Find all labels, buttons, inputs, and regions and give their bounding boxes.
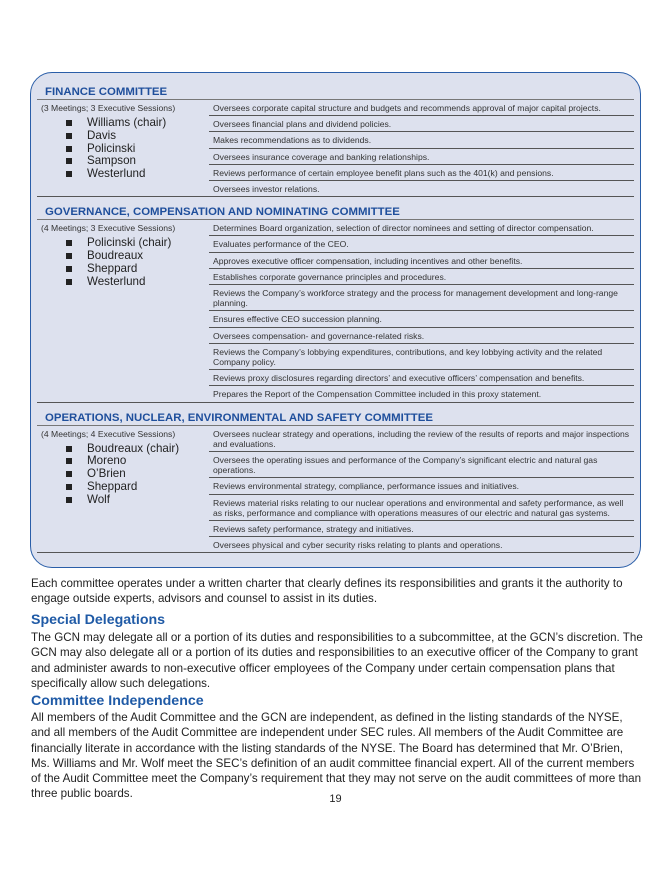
committee-body: [37, 220, 634, 402]
duties-list: [209, 426, 634, 553]
member-item: Boudreaux (chair): [66, 443, 209, 456]
committee-section: [37, 85, 634, 197]
member-list: [41, 237, 209, 288]
committee-body: [37, 100, 634, 197]
special-delegations-heading: Special Delegations: [31, 612, 166, 628]
duty-item: Oversees nuclear strategy and operations, including the review of the results of reports and major inspections and evaluations.: [209, 426, 634, 452]
charter-paragraph: Each committee operates under a written charter that clearly defines its responsibilities and grants it the authority to engage outside experts, advisors and counsel to assist in its duties.: [31, 577, 623, 606]
duties-list: [209, 100, 634, 196]
duty-item: Reviews the Company’s workforce strategy and the process for management development and long-range planning.: [209, 285, 634, 311]
committee-title: OPERATIONS, NUCLEAR, ENVIRONMENTAL AND SAFETY COMMITTEE: [37, 411, 634, 426]
member-list: [41, 117, 209, 181]
duty-item: Approves executive officer compensation, including incentives and other benefits.: [209, 253, 634, 269]
committee-title: GOVERNANCE, COMPENSATION AND NOMINATING COMMITTEE: [37, 205, 634, 220]
special-delegations-text: The GCN may delegate all or a portion of its duties and responsibilities to a subcommittee, at the GCN’s discretion. The GCN may also delegate all or a portion of its duties and responsibilities to an executive officer of the Company to grant and administer awards to non-executive officer employees of the Company under certain compensation plans that specifically allow such delegations.: [31, 631, 643, 690]
committees-panel: [30, 72, 641, 568]
duty-item: Reviews material risks relating to our nuclear operations and environmental and safety performance, as well as risks, performance and compliance with operations measures of our electric and natural gas systems.: [209, 495, 634, 521]
duty-item: Makes recommendations as to dividends.: [209, 132, 634, 148]
committee-section: [37, 205, 634, 402]
committee-info: [37, 220, 209, 401]
duty-item: Oversees financial plans and dividend policies.: [209, 116, 634, 132]
meetings-count: (3 Meetings; 3 Executive Sessions): [41, 103, 176, 113]
duty-item: Reviews environmental strategy, compliance, performance issues and initiatives.: [209, 478, 634, 494]
duty-item: Oversees compensation- and governance-related risks.: [209, 328, 634, 344]
page-number: 19: [329, 793, 342, 805]
committee-info: [37, 426, 209, 553]
duty-item: Ensures effective CEO succession planning.: [209, 311, 634, 327]
duty-item: Oversees insurance coverage and banking relationships.: [209, 149, 634, 165]
meetings-count: (4 Meetings; 3 Executive Sessions): [41, 223, 176, 234]
duty-item: Prepares the Report of the Compensation Committee included in this proxy statement.: [213, 389, 542, 400]
member-item: Wolf: [66, 494, 209, 507]
duty-item: Oversees corporate capital structure and budgets and recommends approval of major capital projects.: [209, 100, 634, 116]
member-item: Sheppard: [66, 481, 209, 494]
member-item: Policinski: [66, 143, 209, 156]
duty-item: Oversees the operating issues and performance of the Company’s significant electric and natural gas operations.: [209, 452, 634, 478]
member-item: Davis: [66, 130, 209, 143]
member-item: Boudreaux: [66, 250, 209, 263]
member-item: Westerlund: [66, 276, 209, 289]
duty-item: Establishes corporate governance principles and procedures.: [209, 269, 634, 285]
duty-item: Reviews performance of certain employee benefit plans such as the 401(k) and pensions.: [209, 165, 634, 181]
committee-info: [37, 100, 209, 196]
member-item: Moreno: [66, 455, 209, 468]
duty-item: Reviews proxy disclosures regarding directors’ and executive officers’ compensation and benefits.: [209, 370, 634, 386]
member-list: [41, 443, 209, 507]
duty-item: Evaluates performance of the CEO.: [209, 236, 634, 252]
committee-title: FINANCE COMMITTEE: [37, 85, 634, 100]
committee-body: [37, 426, 634, 554]
member-item: Sampson: [66, 155, 209, 168]
member-item: O’Brien: [66, 468, 209, 481]
duty-item: Oversees investor relations.: [213, 184, 320, 195]
member-item: Policinski (chair): [66, 237, 209, 250]
committee-independence-heading: Committee Independence: [31, 693, 204, 709]
meetings-count: (4 Meetings; 4 Executive Sessions): [41, 428, 176, 439]
duty-item: Reviews the Company’s lobbying expenditures, contributions, and key lobbying activity and the related Company policy.: [209, 344, 634, 370]
duty-item: Reviews safety performance, strategy and initiatives.: [209, 521, 634, 537]
member-item: Sheppard: [66, 263, 209, 276]
committee-section: [37, 411, 634, 554]
committee-independence-text: All members of the Audit Committee and the GCN are independent, as defined in the listing standards of the NYSE, and all members of the Audit Committee are independent under SEC rules. All members of the Audit Committee are financially literate in accordance with the listing standards of the NYSE. The Board has determined that Mr. O’Brien, Ms. Williams and Mr. Wolf meet the SEC’s definition of an audit committee financial expert. All of the current members of the Audit Committee meet the Company’s requirement that they may not serve on the audit committees of more than three public boards.: [31, 711, 642, 801]
duty-item: Oversees physical and cyber security risks relating to plants and operations.: [213, 540, 503, 551]
duty-item: Determines Board organization, selection of director nominees and setting of director compensation.: [209, 220, 634, 236]
duties-list: [209, 220, 634, 401]
member-item: Westerlund: [66, 168, 209, 181]
member-item: Williams (chair): [66, 117, 209, 130]
